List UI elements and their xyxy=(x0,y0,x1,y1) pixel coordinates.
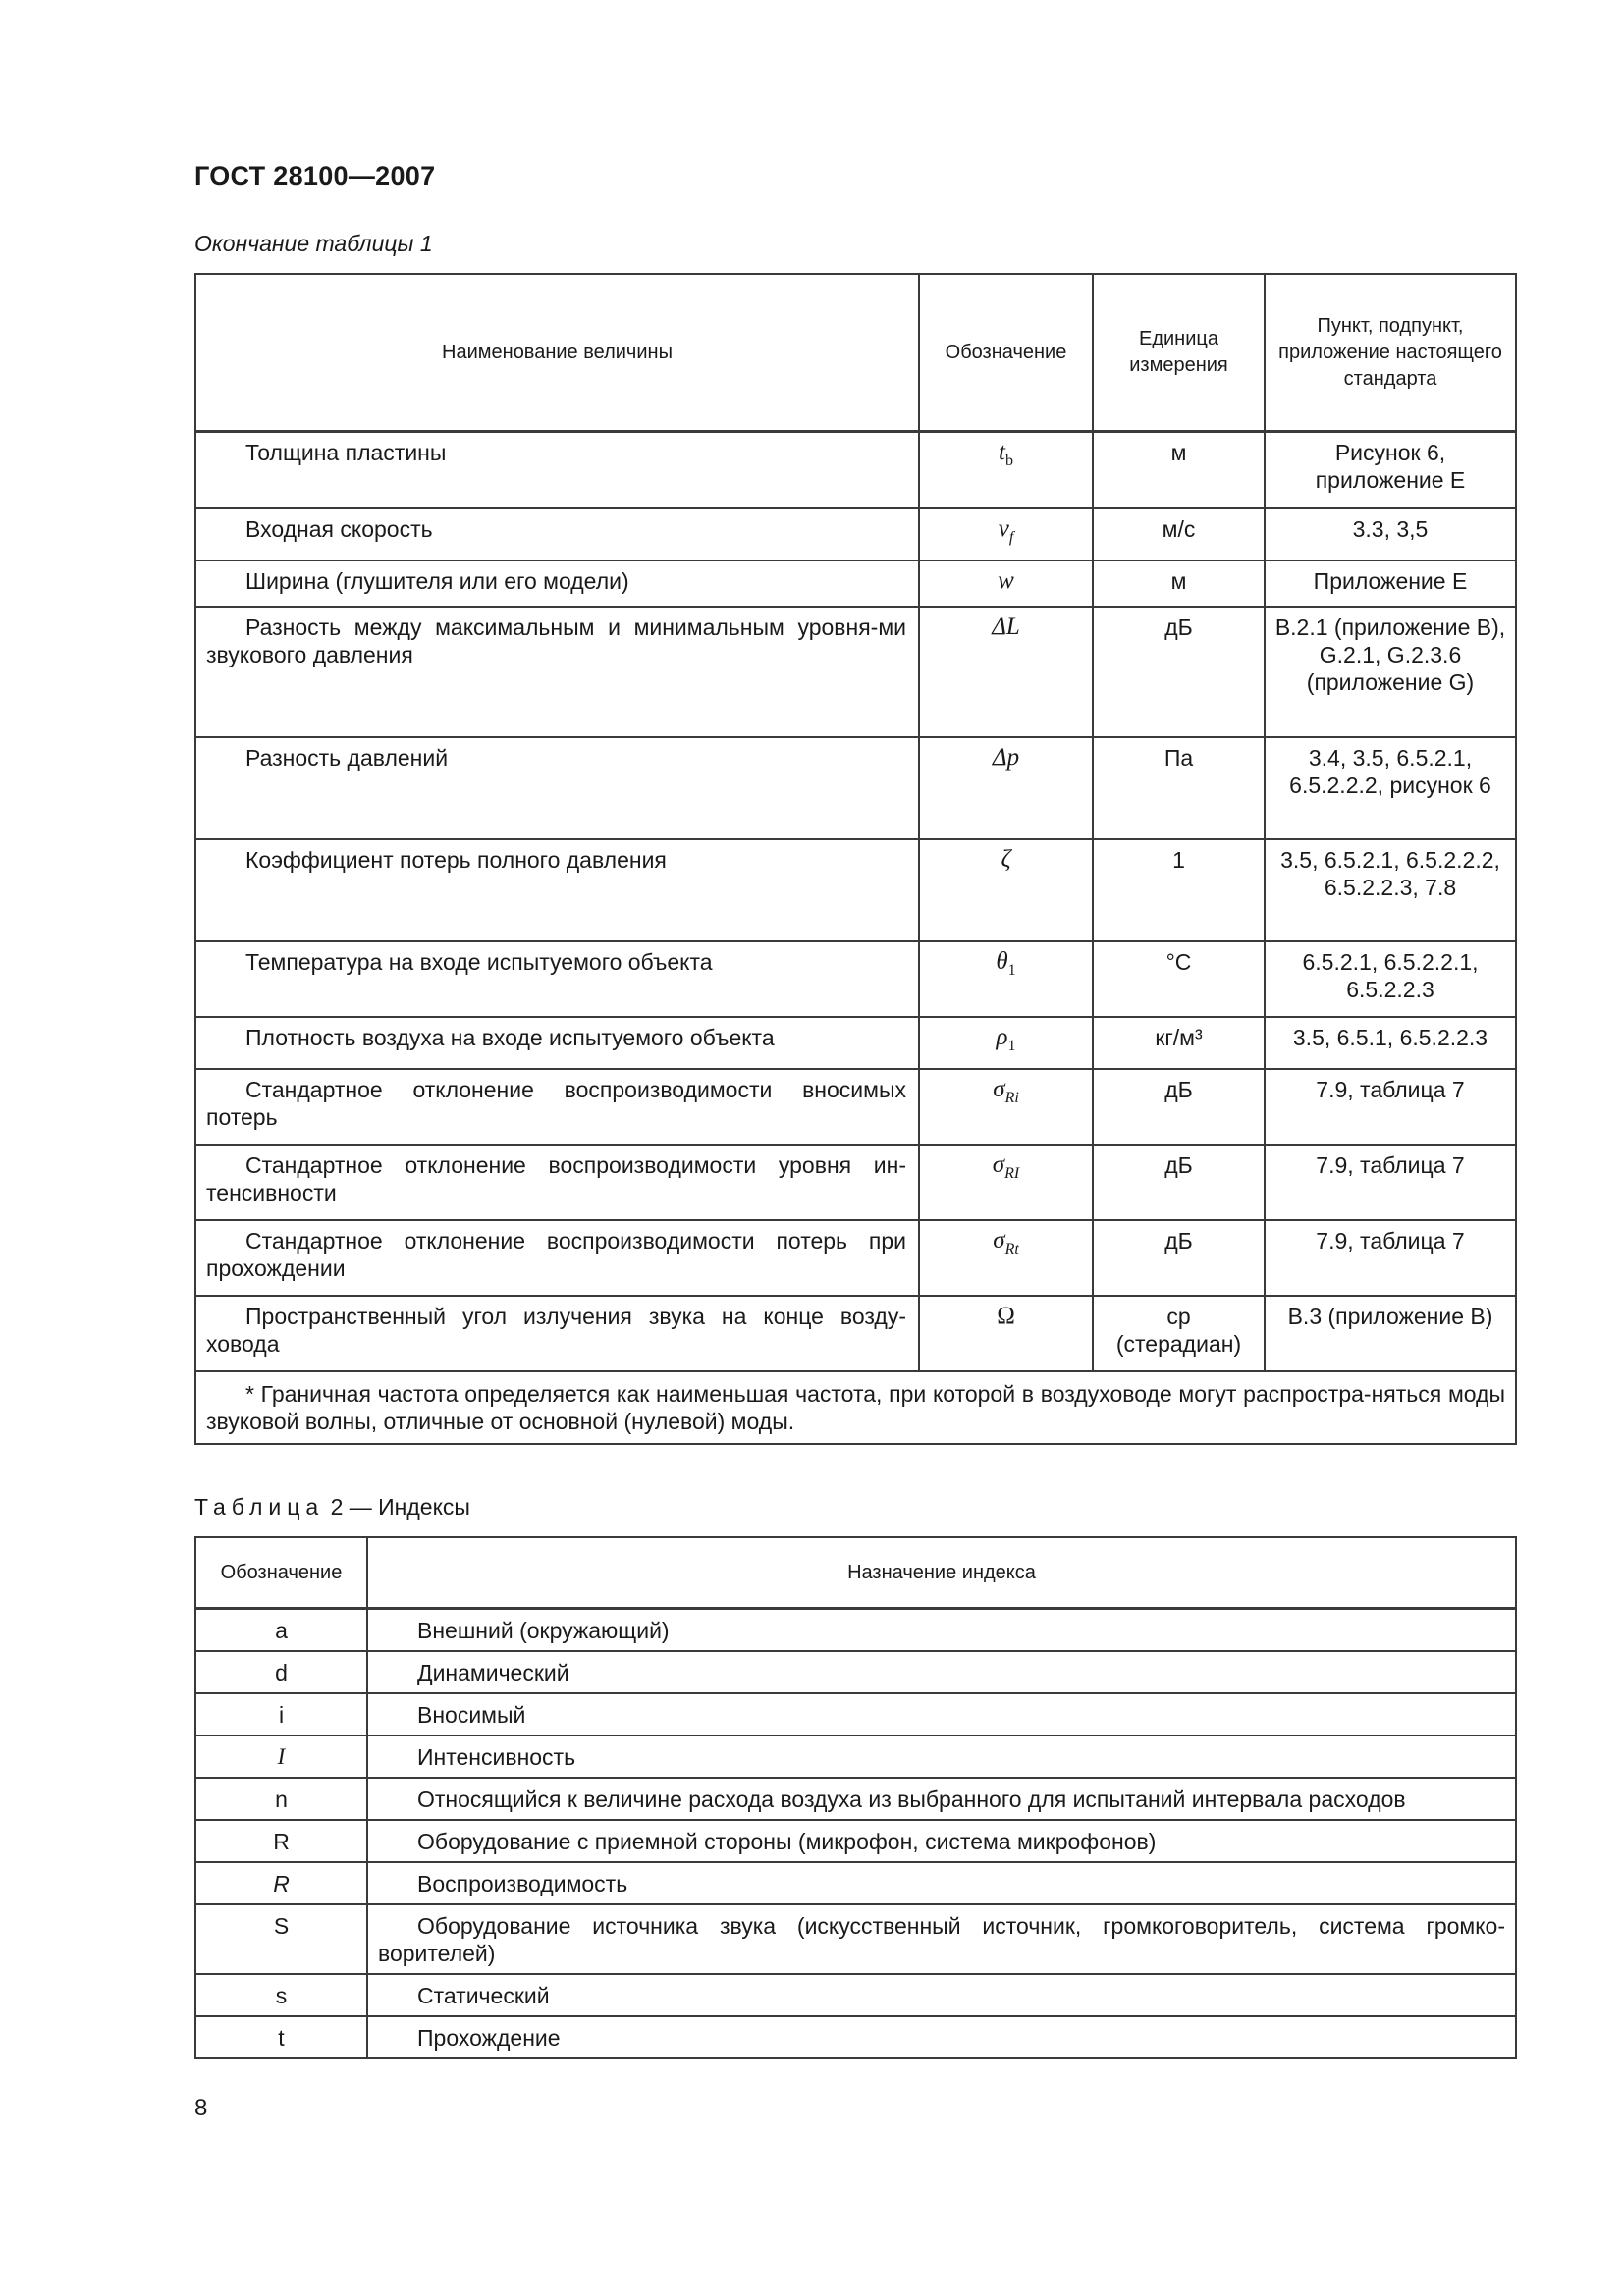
quantity-unit: дБ xyxy=(1093,1220,1265,1296)
quantity-unit: кг/м³ xyxy=(1093,1017,1265,1069)
index-symbol: i xyxy=(195,1693,367,1735)
table-row xyxy=(195,1220,1516,1296)
quantity-unit: дБ xyxy=(1093,1069,1265,1145)
quantity-name: Стандартное отклонение воспроизводимости потерь при прохождении xyxy=(195,1220,919,1296)
table-row xyxy=(195,508,1516,561)
table-row xyxy=(195,1069,1516,1145)
quantity-reference: B.2.1 (приложение B), G.2.1, G.2.3.6 (приложение G) xyxy=(1265,607,1516,737)
quantity-name: Ширина (глушителя или его модели) xyxy=(195,561,919,607)
index-meaning: Оборудование источника звука (искусственный источник, громкоговоритель, система громко-ворителей) xyxy=(367,1904,1516,1974)
table-row xyxy=(195,1296,1516,1371)
quantity-reference: 3.4, 3.5, 6.5.2.1, 6.5.2.2.2, рисунок 6 xyxy=(1265,737,1516,839)
table-row xyxy=(195,737,1516,839)
quantity-reference: 3.5, 6.5.1, 6.5.2.2.3 xyxy=(1265,1017,1516,1069)
index-symbol: a xyxy=(195,1609,367,1652)
col-header-unit: Единица измерения xyxy=(1093,274,1265,432)
col-header-reference: Пункт, подпункт, приложение настоящего стандарта xyxy=(1265,274,1516,432)
table-row xyxy=(195,1862,1516,1904)
table2-caption xyxy=(194,1494,470,1521)
table-row xyxy=(195,1693,1516,1735)
quantity-unit: м/с xyxy=(1093,508,1265,561)
table-row xyxy=(195,1609,1516,1652)
quantity-symbol: $\sigma_{Rt}$ xyxy=(919,1220,1093,1296)
table-row xyxy=(195,1778,1516,1820)
quantity-reference: 7.9, таблица 7 xyxy=(1265,1145,1516,1220)
quantity-unit: дБ xyxy=(1093,1145,1265,1220)
index-meaning: Динамический xyxy=(367,1651,1516,1693)
quantity-name: Разность давлений xyxy=(195,737,919,839)
table2-header-row xyxy=(195,1537,1516,1609)
table-row xyxy=(195,1735,1516,1778)
col-header-name: Наименование величины xyxy=(195,274,919,432)
index-meaning: Статический xyxy=(367,1974,1516,2016)
table-footnote: * Граничная частота определяется как наименьшая частота, при которой в воздуховоде могут распростра-няться моды звуковой волны, отличные от основной (нулевой) моды. xyxy=(195,1371,1516,1444)
quantity-symbol: Ω xyxy=(919,1296,1093,1371)
table1-caption: Окончание таблицы 1 xyxy=(194,231,433,256)
quantity-symbol: ζ xyxy=(919,839,1093,941)
table-row xyxy=(195,1820,1516,1862)
index-symbol: S xyxy=(195,1904,367,1974)
col-header-meaning: Назначение индекса xyxy=(367,1537,1516,1609)
quantity-name: Разность между максимальным и минимальным уровня-ми звукового давления xyxy=(195,607,919,737)
table-row xyxy=(195,1904,1516,1974)
quantity-symbol: $\rho_1$ xyxy=(919,1017,1093,1069)
index-symbol: d xyxy=(195,1651,367,1693)
quantity-name: Пространственный угол излучения звука на конце возду-ховода xyxy=(195,1296,919,1371)
table-row xyxy=(195,2016,1516,2058)
table-row xyxy=(195,1974,1516,2016)
index-symbol: I xyxy=(195,1735,367,1778)
table2-caption-rest: 2 — Индексы xyxy=(330,1494,470,1520)
quantity-unit: м xyxy=(1093,432,1265,508)
quantity-unit: °C xyxy=(1093,941,1265,1017)
quantity-name: Плотность воздуха на входе испытуемого объекта xyxy=(195,1017,919,1069)
quantity-unit: м xyxy=(1093,561,1265,607)
indices-table xyxy=(194,1536,1517,2059)
table-row xyxy=(195,432,1516,508)
index-symbol: s xyxy=(195,1974,367,2016)
table1-header-row xyxy=(195,274,1516,432)
page-number: 8 xyxy=(194,2095,208,2121)
index-meaning: Относящийся к величине расхода воздуха из выбранного для испытаний интервала расходов xyxy=(367,1778,1516,1820)
quantity-unit: Па xyxy=(1093,737,1265,839)
quantity-name: Стандартное отклонение воспроизводимости вносимых потерь xyxy=(195,1069,919,1145)
quantity-name: Входная скорость xyxy=(195,508,919,561)
quantity-name: Стандартное отклонение воспроизводимости уровня ин-тенсивности xyxy=(195,1145,919,1220)
quantity-reference: 7.9, таблица 7 xyxy=(1265,1069,1516,1145)
quantity-symbol: $\sigma_{RI}$ xyxy=(919,1145,1093,1220)
index-symbol: n xyxy=(195,1778,367,1820)
table-row xyxy=(195,1017,1516,1069)
table2-caption-label: Таблица xyxy=(194,1494,325,1520)
index-symbol: R xyxy=(195,1820,367,1862)
index-meaning: Прохождение xyxy=(367,2016,1516,2058)
table-row xyxy=(195,607,1516,737)
index-symbol: R xyxy=(195,1862,367,1904)
quantity-name: Толщина пластины xyxy=(195,432,919,508)
quantity-reference: 3.5, 6.5.2.1, 6.5.2.2.2, 6.5.2.2.3, 7.8 xyxy=(1265,839,1516,941)
table-footnote-row xyxy=(195,1371,1516,1444)
index-meaning: Внешний (окружающий) xyxy=(367,1609,1516,1652)
quantity-name: Коэффициент потерь полного давления xyxy=(195,839,919,941)
quantity-reference: Приложение E xyxy=(1265,561,1516,607)
document-title: ГОСТ 28100—2007 xyxy=(194,161,436,190)
table-row xyxy=(195,839,1516,941)
col-header-symbol: Обозначение xyxy=(919,274,1093,432)
quantities-table xyxy=(194,273,1517,1445)
quantity-unit: дБ xyxy=(1093,607,1265,737)
index-meaning: Вносимый xyxy=(367,1693,1516,1735)
index-meaning: Воспроизводимость xyxy=(367,1862,1516,1904)
index-meaning: Интенсивность xyxy=(367,1735,1516,1778)
quantity-reference: B.3 (приложение B) xyxy=(1265,1296,1516,1371)
col-header-symbol: Обозначение xyxy=(195,1537,367,1609)
table-row xyxy=(195,1145,1516,1220)
quantity-reference: 3.3, 3,5 xyxy=(1265,508,1516,561)
quantity-unit: 1 xyxy=(1093,839,1265,941)
quantity-name: Температура на входе испытуемого объекта xyxy=(195,941,919,1017)
quantity-reference: 6.5.2.1, 6.5.2.2.1, 6.5.2.2.3 xyxy=(1265,941,1516,1017)
quantity-symbol: $t_b$ xyxy=(919,432,1093,508)
quantity-symbol: $\theta_1$ xyxy=(919,941,1093,1017)
table-row xyxy=(195,561,1516,607)
quantity-symbol: ΔL xyxy=(919,607,1093,737)
table-row xyxy=(195,1651,1516,1693)
index-symbol: t xyxy=(195,2016,367,2058)
quantity-symbol: Δp xyxy=(919,737,1093,839)
table-row xyxy=(195,941,1516,1017)
quantity-symbol: w xyxy=(919,561,1093,607)
quantity-unit: ср (стерадиан) xyxy=(1093,1296,1265,1371)
quantity-symbol: $v_f$ xyxy=(919,508,1093,561)
quantity-symbol: $\sigma_{Ri}$ xyxy=(919,1069,1093,1145)
index-meaning: Оборудование с приемной стороны (микрофон, система микрофонов) xyxy=(367,1820,1516,1862)
quantity-reference: 7.9, таблица 7 xyxy=(1265,1220,1516,1296)
quantity-reference: Рисунок 6, приложение E xyxy=(1265,432,1516,508)
